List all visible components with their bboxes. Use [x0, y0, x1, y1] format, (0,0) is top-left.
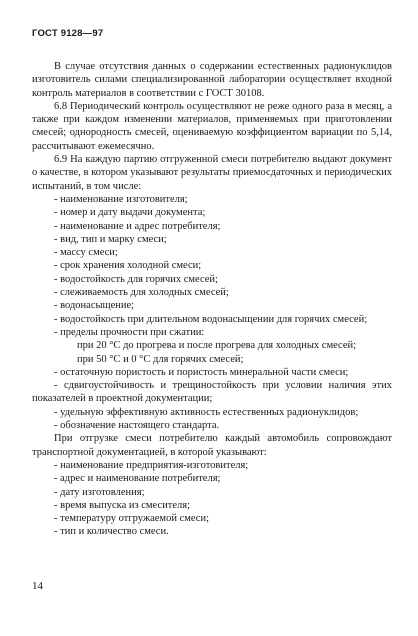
list-item: - слеживаемость для холодных смесей;: [54, 287, 229, 299]
list-item: - тип и количество смеси.: [54, 526, 169, 538]
list-item: - пределы прочности при сжатии:: [54, 326, 205, 338]
paragraph-shipment: При отгрузке смеси потребителю каждый автомобиль сопровождают транспортной документацией, в которой указывают:: [32, 433, 392, 458]
list-item: - остаточную пористость и пористость минеральной части смеси;: [54, 366, 349, 378]
list-item: - номер и дату выдачи документа;: [54, 207, 206, 219]
paragraph-6-9: 6.9 На каждую партию отгруженной смеси потребителю выдают документ о качестве, в котором указывают результаты приемосдаточных и периодических испытаний, в том числе:: [32, 154, 392, 192]
paragraph-radionuclides: В случае отсутствия данных о содержании естественных радионуклидов изготовитель силами специализированной лаборатории осуществляет входной контроль материалов в соответствии с ГОСТ 30108.: [32, 61, 392, 99]
list-item: - время выпуска из смесителя;: [54, 499, 190, 511]
standard-header: ГОСТ 9128—97: [32, 28, 104, 39]
list-subitem: при 50 °С и 0 °С для горячих смесей;: [77, 353, 244, 365]
list-item: - водонасыщение;: [54, 300, 135, 312]
list-item: - температуру отгружаемой смеси;: [54, 513, 209, 525]
list-item: - вид, тип и марку смеси;: [54, 233, 167, 245]
paragraph-6-8: 6.8 Периодический контроль осуществляют не реже одного раза в месяц, а также при каждом изменении материалов, применяемых при приготовлении смесей; однородность смесей, оцениваемую коэффициентом вариации по 5,14, рассчитывают ежемесячно.: [32, 100, 392, 152]
list-item: - адрес и наименование потребителя;: [54, 473, 221, 485]
list-item: - удельную эффективную активность естественных радионуклидов;: [54, 406, 359, 418]
list-item: - массу смеси;: [54, 247, 118, 259]
list-item: - наименование и адрес потребителя;: [54, 220, 221, 232]
list-item: - обозначение настоящего стандарта.: [54, 420, 220, 432]
list-item: - наименование предприятия-изготовителя;: [54, 459, 249, 471]
list-item: - дату изготовления;: [54, 486, 145, 498]
list-item: - сдвигоустойчивость и трещиностойкость при условии наличия этих показателей в проектной документации;: [32, 380, 392, 405]
list-item: - срок хранения холодной смеси;: [54, 260, 202, 272]
document-body: [32, 60, 392, 539]
list-item: - водостойкость для горячих смесей;: [54, 273, 218, 285]
page-number: 14: [32, 580, 43, 592]
list-item: - наименование изготовителя;: [54, 193, 188, 205]
list-item: - водостойкость при длительном водонасыщении для горячих смесей;: [54, 313, 368, 325]
list-subitem: при 20 °С до прогрева и после прогрева для холодных смесей;: [77, 340, 357, 352]
